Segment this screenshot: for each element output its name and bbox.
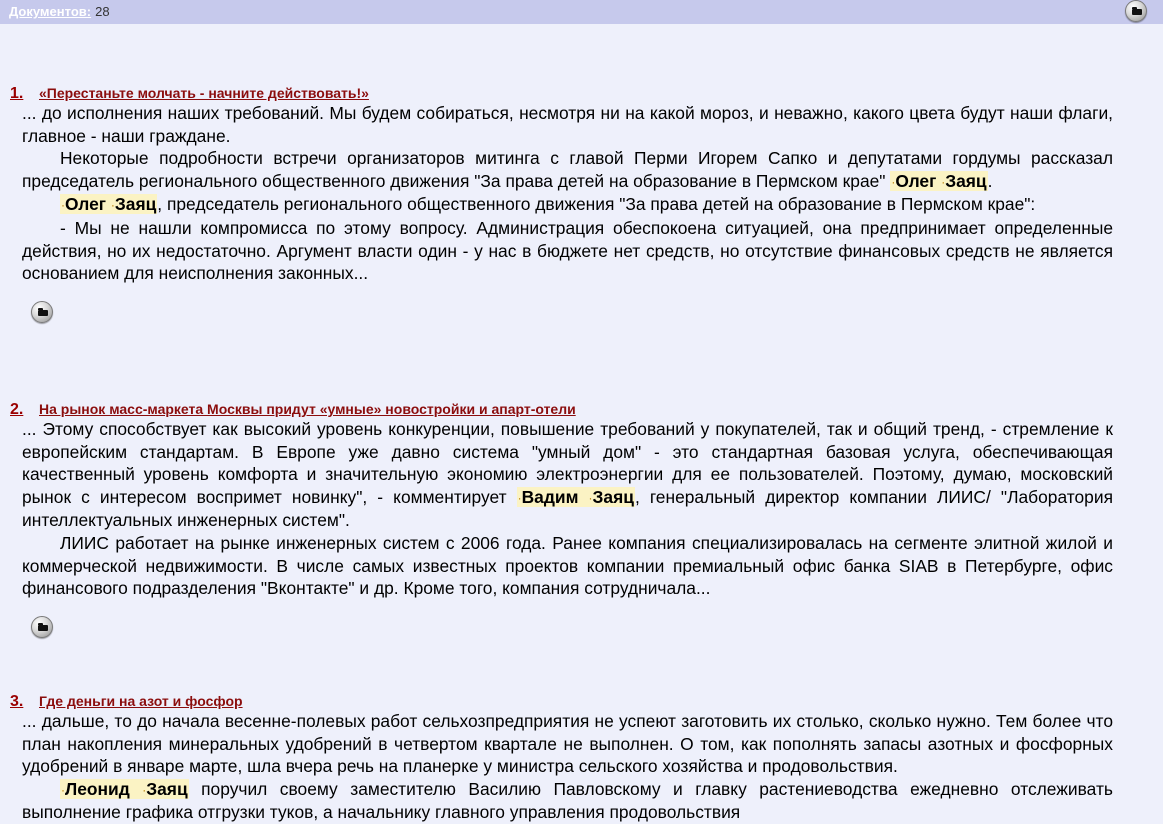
open-document-button[interactable] bbox=[31, 301, 53, 323]
highlight-marker-icon: · bbox=[891, 174, 896, 189]
search-result bbox=[0, 400, 1163, 643]
result-header bbox=[10, 692, 1163, 710]
snippet-text: ... Этому способствует как высокий уровень конкуренции, повышение требований у покупателей, так и общий тренд, - стремление к европейским стандартам. В Европе уже давно система "умный дом" - это стандартная базовая услуга, обеспечивающая качественный уровень комфорта и значительную экономию электроэнергии для ее пользователей. Поэтому, думаю, московский рынок с интересом воспримет новинку", - комментирует bbox=[22, 419, 1113, 507]
highlight-word: Леонид bbox=[65, 778, 130, 799]
highlight-word: Вадим bbox=[521, 486, 579, 507]
snippet-paragraph bbox=[22, 418, 1113, 532]
result-snippet bbox=[22, 418, 1113, 600]
result-snippet bbox=[22, 102, 1113, 285]
result-header bbox=[10, 84, 1163, 102]
search-result bbox=[0, 84, 1163, 328]
results-header-bar bbox=[0, 0, 1163, 24]
snippet-text: Некоторые подробности встречи организаторов митинга с главой Перми Игорем Сапко и депутатами гордумы рассказал председатель регионального общественного движения "За права детей на образование в Пермском крае" bbox=[22, 148, 1113, 191]
highlight-marker-icon: · bbox=[142, 782, 147, 797]
highlight-marker-icon: · bbox=[588, 490, 593, 505]
search-result bbox=[0, 692, 1163, 824]
highlight-word: Заяц bbox=[146, 778, 188, 799]
result-title-link[interactable]: Где деньги на азот и фосфор bbox=[39, 693, 243, 709]
folder-icon bbox=[38, 625, 48, 631]
highlight-word: Олег bbox=[895, 170, 937, 191]
open-document-button[interactable] bbox=[31, 616, 53, 638]
highlight-marker-icon: · bbox=[517, 490, 522, 505]
result-number: 2. bbox=[10, 401, 24, 418]
snippet-paragraph: ... дальше, то до начала весенне-полевых работ сельхозпредприятия не успеют заготовить их столько, сколько нужно. Тем более что план накопления минеральных удобрений в четвертом квартале не выполнен. О том, как пополнять запасы азотных и фосфорных удобрений в январе марте, шла вчера речь на планерке у министра сельского хозяйства и продовольствия. bbox=[22, 711, 1113, 777]
snippet-paragraph bbox=[22, 193, 1113, 217]
snippet-text: поручил своему заместителю Василию Павловскому и главку растениеводства ежедневно отслеживать выполнение графика отгрузки туков, а начальнику главного управления продовольствия bbox=[22, 778, 1113, 823]
result-title-link[interactable]: «Перестаньте молчать - начните действовать!» bbox=[39, 85, 369, 101]
highlight-word: Заяц bbox=[592, 486, 634, 507]
documents-count: 28 bbox=[95, 4, 110, 19]
result-snippet bbox=[22, 710, 1113, 824]
highlight-marker-icon: · bbox=[110, 198, 115, 213]
result-title-link[interactable]: На рынок масс-маркета Москвы придут «умные» новостройки и апарт-отели bbox=[39, 401, 576, 417]
highlight-word: Заяц bbox=[945, 170, 987, 191]
highlight-marker-icon: · bbox=[61, 782, 65, 797]
documents-link[interactable]: Документов: bbox=[9, 4, 92, 19]
snippet-text: . bbox=[987, 170, 993, 191]
snippet-paragraph: - Мы не нашли компромисса по этому вопросу. Администрация обеспокоена ситуацией, она предпринимает определенные действия, но их недостаточно. Аргумент власти один - у нас в бюджете нет средств, но отсутствие финансовых средств не является основанием для неисполнения законных... bbox=[22, 217, 1113, 284]
highlight-marker-icon: · bbox=[941, 174, 946, 189]
folder-icon bbox=[38, 310, 48, 316]
open-documents-button[interactable] bbox=[1125, 0, 1147, 22]
snippet-text: , председатель регионального общественного движения "За права детей на образование в Пермском крае": bbox=[157, 194, 1036, 215]
result-number: 1. bbox=[10, 85, 24, 102]
highlight-marker-icon: · bbox=[61, 198, 65, 213]
highlight-word: Заяц bbox=[114, 194, 157, 215]
result-number: 3. bbox=[10, 693, 24, 710]
snippet-paragraph: ЛИИС работает на рынке инженерных систем с 2006 года. Ранее компания специализировалась на сегменте элитной жилой и коммерческой недвижимости. В числе самых известных проектов компании премиальный офис банка SIAB в Петербурге, офис финансового подразделения "Вконтакте" и др. Кроме того, компания сотрудничала... bbox=[22, 532, 1113, 599]
result-header bbox=[10, 400, 1163, 418]
snippet-paragraph: ... до исполнения наших требований. Мы будем собираться, несмотря ни на какой мороз, и неважно, какого цвета будут наши флаги, главное - наши граждане. bbox=[22, 103, 1113, 146]
highlighted-name bbox=[890, 171, 987, 191]
snippet-text: , генеральный директор компании ЛИИС/ "Лаборатория интеллектуальных инженерных систем". bbox=[22, 486, 1113, 531]
snippet-paragraph bbox=[22, 147, 1113, 193]
highlight-word: Олег bbox=[65, 194, 107, 215]
highlighted-name bbox=[60, 194, 157, 214]
snippet-paragraph bbox=[22, 778, 1113, 824]
folder-icon bbox=[1132, 9, 1142, 15]
highlighted-name bbox=[517, 487, 635, 507]
highlighted-name bbox=[60, 779, 189, 799]
